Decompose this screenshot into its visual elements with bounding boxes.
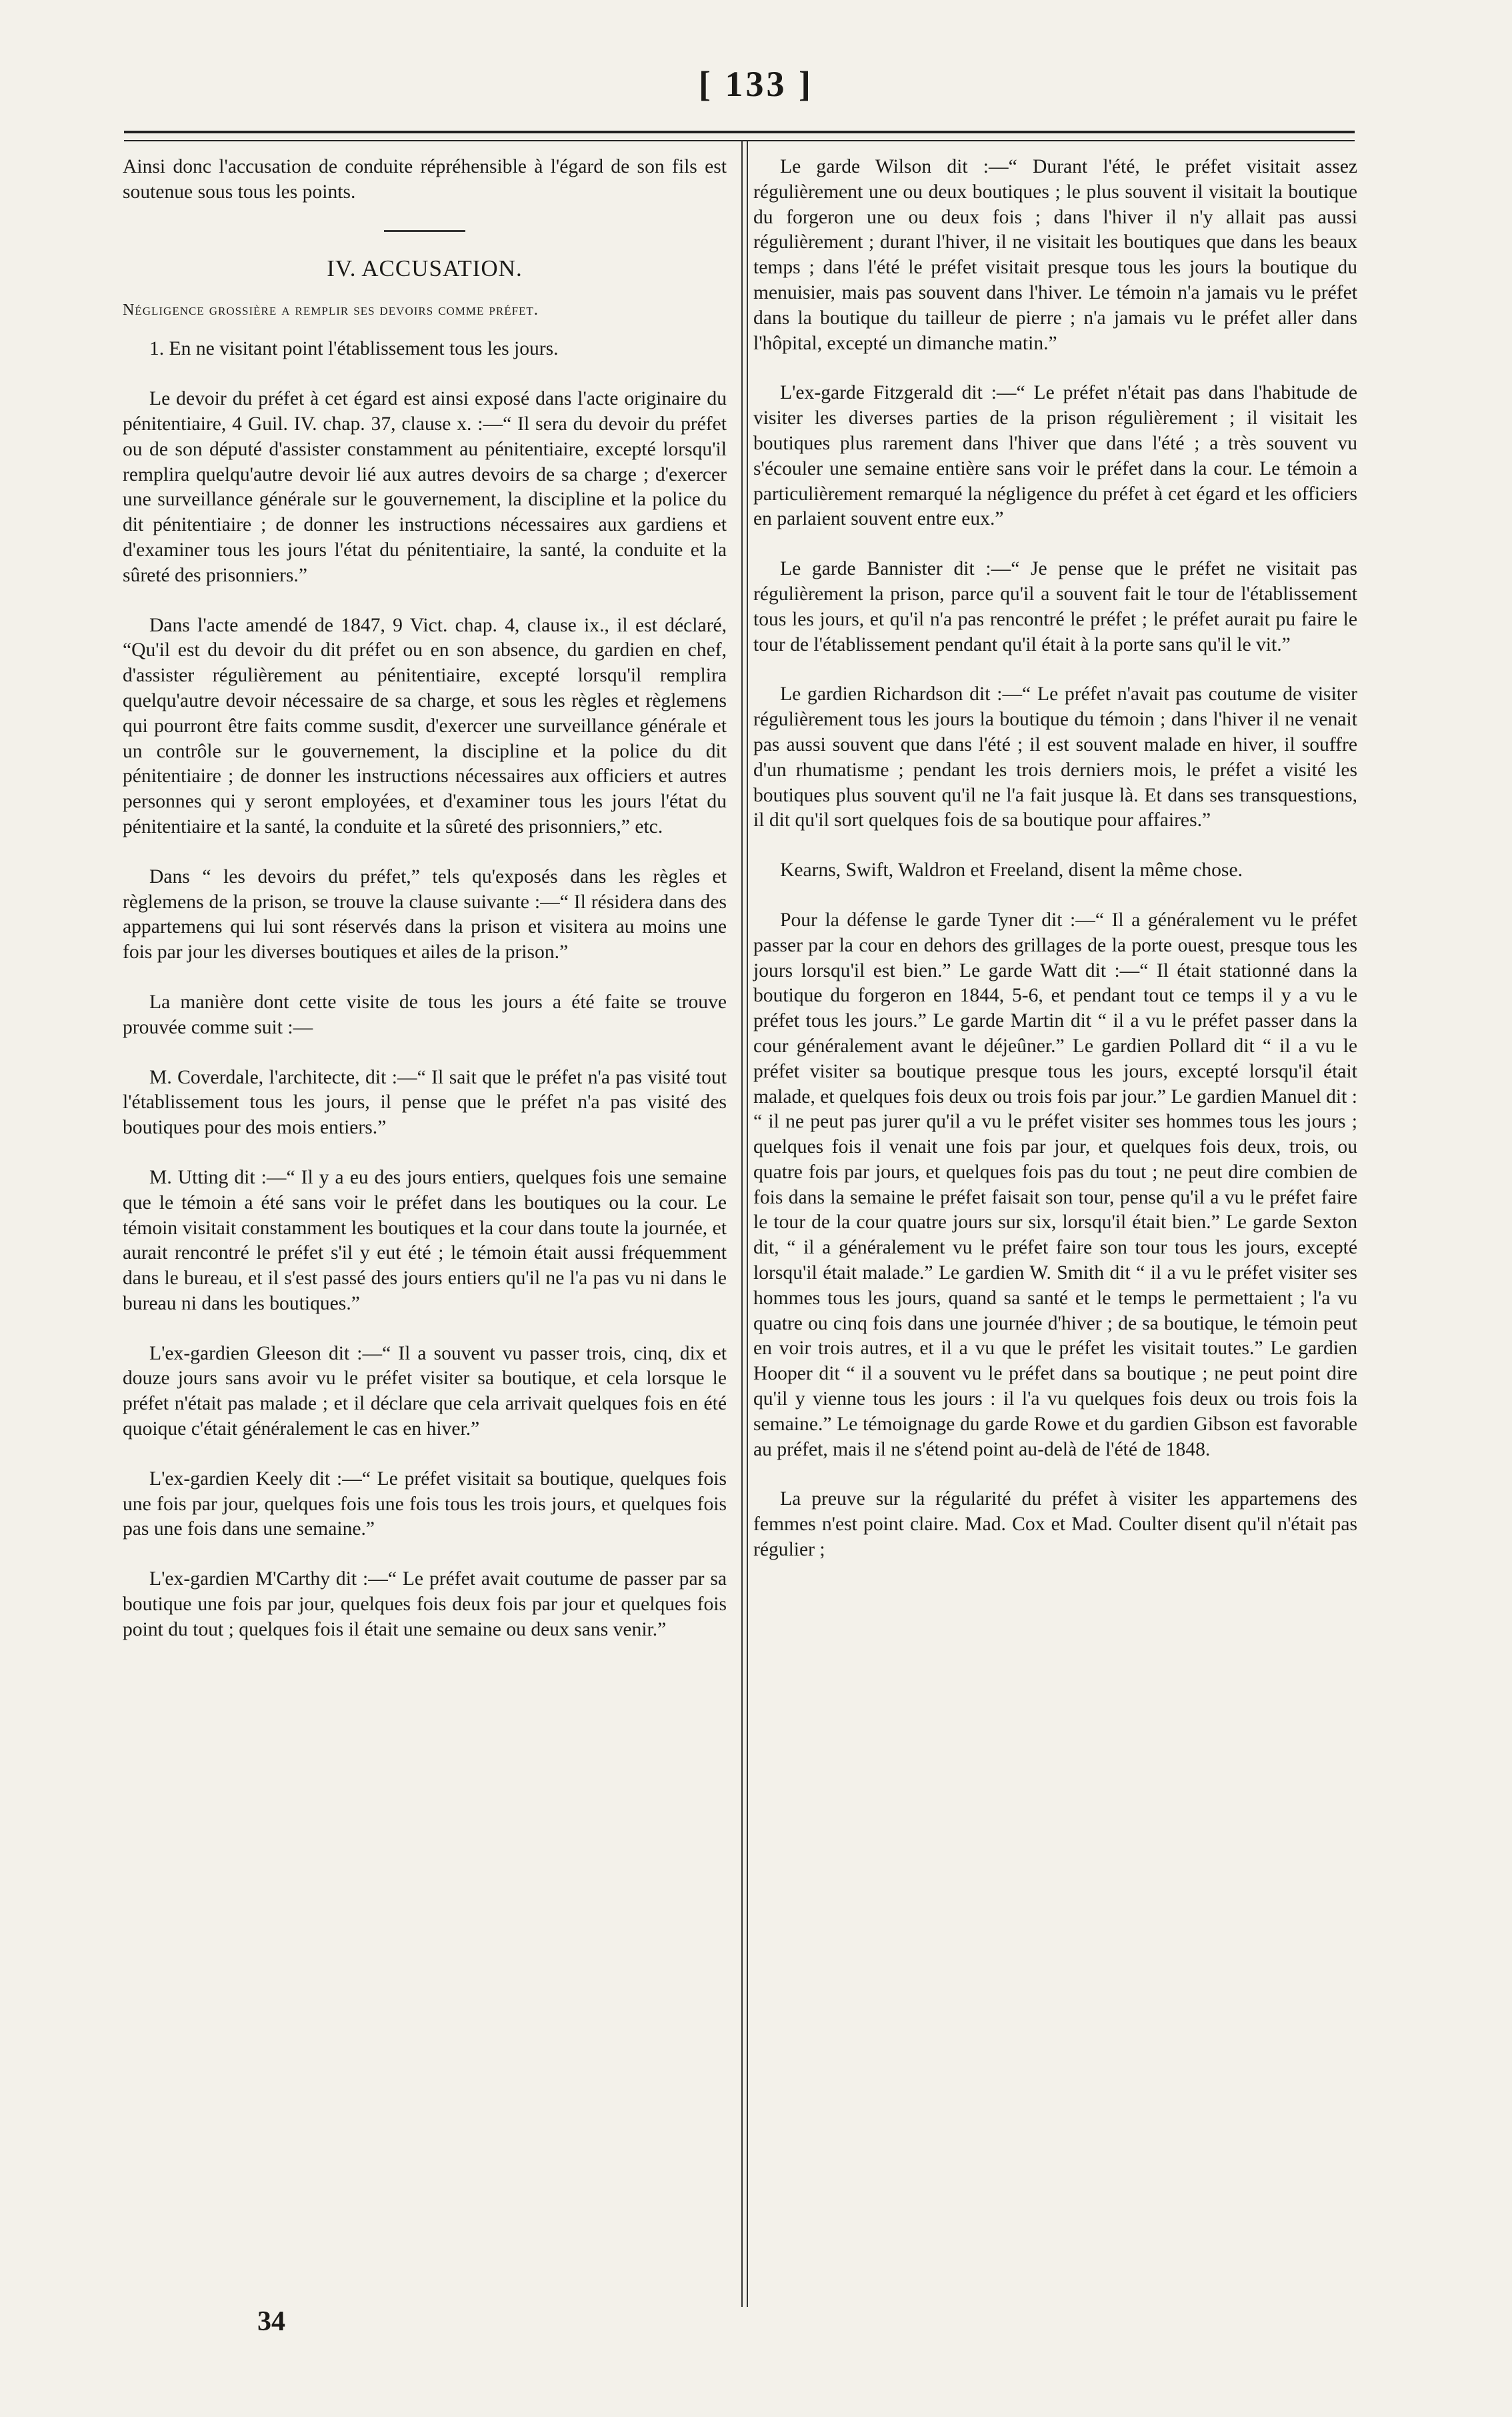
paragraph: M. Coverdale, l'architecte, dit :—“ Il sait que le préfet n'a pas visité tout l'établissement tous les jours, il pense que le préfet n'a pas visité des boutiques pour des mois entiers.” (123, 1066, 727, 1139)
paragraph: Dans “ les devoirs du préfet,” tels qu'exposés dans les règles et règlemens de la prison, se trouve la clause suivante :—“ Il résidera dans des appartemens qui lui sont réservés dans la prison et visitera au moins une fois par jour les diverses boutiques et ailes de la prison.” (123, 865, 727, 963)
column-divider-double (747, 140, 748, 2307)
paragraph: Kearns, Swift, Waldron et Freeland, disent la même chose. (780, 859, 1243, 881)
section-subheading: Négligence grossière a remplir ses devoirs comme préfet. (123, 301, 539, 319)
left-column (123, 155, 727, 1668)
header-rule-thin (124, 140, 1355, 141)
section-separator (384, 230, 465, 232)
page-number: [ 133 ] (699, 64, 813, 104)
header-rule (124, 131, 1355, 133)
right-column (753, 155, 1357, 1588)
section-heading: IV. ACCUSATION. (327, 255, 523, 281)
paragraph: L'ex-gardien Keely dit :—“ Le préfet visitait sa boutique, quelques fois une fois par jour, quelques fois une fois tous les trois jours, et quelques fois pas une fois dans une semaine.” (123, 1468, 727, 1540)
paragraph: Le gardien Richardson dit :—“ Le préfet n'avait pas coutume de visiter régulièrement tous les jours la boutique du témoin ; dans l'hiver il ne venait pas aussi souvent que dans l'été ; il est souvent malade en hiver, il souffre d'un rhumatisme ; pendant les trois derniers mois, le préfet a visité les boutiques plus souvent qu'il ne l'a fait jusque là. Et dans ses transquestions, il dit qu'il sort quelques fois de sa boutique pour affaires.” (753, 683, 1357, 831)
paragraph: L'ex-garde Fitzgerald dit :—“ Le préfet n'était pas dans l'habitude de visiter les diverses parties de la prison régulièrement ; il visitait les boutiques plus rarement dans l'hiver que dans l'été ; a très souvent vu s'écouler une semaine entière sans voir le préfet dans la cour. Le témoin a particulièrement remarqué la négligence du préfet à cet égard et les officiers en parlaient souvent entre eux.” (753, 382, 1357, 530)
paragraph: L'ex-gardien Gleeson dit :—“ Il a souvent vu passer trois, cinq, dix et douze jours sans avoir vu le préfet visiter sa boutique, et cela lorsque le préfet n'était pas malade ; et il déclare que cela arrivait quelques fois en été quoique c'était généralement le cas en hiver.” (123, 1342, 727, 1440)
paragraph: M. Utting dit :—“ Il y a eu des jours entiers, quelques fois une semaine que le témoin a été sans voir le préfet dans les boutiques ou la cour. Le témoin visitait constamment les boutiques et la cour dans toute la journée, et aurait rencontré le préfet s'il y eut été ; le témoin était aussi fréquemment dans le bureau, et il s'est passé des jours entiers qu'il ne l'a pas vu ni dans le bureau ni dans les boutiques.” (123, 1166, 727, 1314)
column-divider (741, 140, 743, 2307)
intro-paragraph: Ainsi donc l'accusation de conduite répréhensible à l'égard de son fils est soutenue sous tous les points. (123, 156, 727, 203)
paragraph: L'ex-gardien M'Carthy dit :—“ Le préfet avait coutume de passer par sa boutique une fois par jour, quelques fois deux fois par jour et quelques fois point du tout ; quelques fois il était une semaine ou deux sans venir.” (123, 1568, 727, 1640)
paragraph: Le garde Bannister dit :—“ Je pense que le préfet ne visitait pas régulièrement la prison, parce qu'il a souvent fait le tour de l'établissement tous les jours, et qu'il n'a pas rencontré le préfet ; le préfet aurait pu faire le tour de l'établissement pendant qu'il était à la porte sans qu'il le vit.” (753, 558, 1357, 655)
paragraph: Le garde Wilson dit :—“ Durant l'été, le préfet visitait assez régulièrement une ou deux boutiques ; le plus souvent il visitait la boutique du forgeron une ou deux fois ; dans l'hiver il n'y allait pas aussi régulièrement ; durant l'hiver, il ne visitait les boutiques que dans les beaux temps ; dans l'été le préfet visitait presque tous les jours la boutique du menuisier, mais pas souvent dans l'hiver. Le témoin n'a jamais vu le préfet dans la boutique du tailleur de pierre ; n'a jamais vu le préfet aller dans l'hôpital, excepté un dimanche matin.” (753, 156, 1357, 354)
paragraph: La preuve sur la régularité du préfet à visiter les appartemens des femmes n'est point claire. Mad. Cox et Mad. Coulter disent qu'il n'était pas régulier ; (753, 1488, 1357, 1561)
paragraph: Pour la défense le garde Tyner dit :—“ Il a généralement vu le préfet passer par la cour en dehors des grillages de la porte ouest, presque tous les jours lorsqu'il est bien.” Le garde Watt dit :—“ Il était stationné dans la boutique du forgeron en 1844, 5-6, et pendant tout ce temps il y a vu le préfet tous les jours.” Le garde Martin dit “ il a vu le préfet passer dans la cour généralement avant le déjeûner.” Le gardien Pollard dit “ il a vu le préfet visiter sa boutique presque tous les jours, excepté lorsqu'il était malade, et quelques fois deux ou trois fois par jour.” Le gardien Manuel dit : “ il ne peut pas jurer qu'il a vu le préfet visiter ses hommes tous les jours ; quelques fois il venait une fois par jour, et quelques fois deux, trois, ou quatre fois par jours, et quelques fois pas du tout ; ne peut dire combien de fois dans la semaine le préfet faisait son tour, pense qu'il a vu le préfet faire le tour de la cour quatre jours sur six, lorsqu'il était bien.” Le garde Sexton dit, “ il a généralement vu le préfet faire son tour tous les jours, excepté lorsqu'il était malade.” Le gardien W. Smith dit “ il a vu le préfet visiter ses hommes tous les jours, quand sa santé et le temps le permettaient ; l'a vu quatre ou cinq fois dans une journée d'hiver ; de sa boutique, le témoin peut en voir trois autres, et il a vu que le préfet les visitait toutes.” Le gardien Hooper dit “ il a souvent vu le préfet dans sa boutique ; ne peut point dire qu'il y vienne tous les jours : il l'a vu quelques fois deux ou trois fois la semaine.” Le témoignage du garde Rowe et du gardien Gibson est favorable au préfet, mais il ne s'étend point au-delà de l'été de 1848. (753, 909, 1357, 1460)
charge-point: 1. En ne visitant point l'établissement tous les jours. (149, 338, 559, 360)
paragraph: Le devoir du préfet à cet égard est ainsi exposé dans l'acte originaire du pénitentiaire, 4 Guil. IV. chap. 37, clause x. :—“ Il sera du devoir du préfet ou de son député d'assister constamment au pénitentiaire, excepté lorsqu'il remplira quelqu'autre devoir lié aux autres devoirs de sa charge ; d'exercer une surveillance générale sur le gouvernement, la discipline et la police du dit pénitentiaire ; de donner les instructions nécessaires aux gardiens et d'examiner tous les jours l'état du pénitentiaire, la santé, la conduite et la sûreté des prisonniers.” (123, 388, 727, 586)
paragraph: Dans l'acte amendé de 1847, 9 Vict. chap. 4, clause ix., il est déclaré, “Qu'il est du devoir du dit préfet ou en son absence, du gardien en chef, d'assister régulièrement au pénitentiaire, excepté lorsqu'il remplira quelqu'autre devoir nécessaire de sa charge, et sous les règles et règlemens qui pourront être faits comme susdit, d'exercer une surveillance générale et un contrôle sur le gouvernement, la discipline et la police du dit pénitentiaire ; de donner les instructions nécessaires aux officiers et autres personnes qui y seront employées, et d'examiner tous les jours l'état du pénitentiaire et la santé, la conduite et la sûreté des prisonniers,” etc. (123, 614, 727, 837)
paragraph: La manière dont cette visite de tous les jours a été faite se trouve prouvée comme suit :— (123, 991, 727, 1038)
signature-number: 34 (257, 2306, 285, 2337)
